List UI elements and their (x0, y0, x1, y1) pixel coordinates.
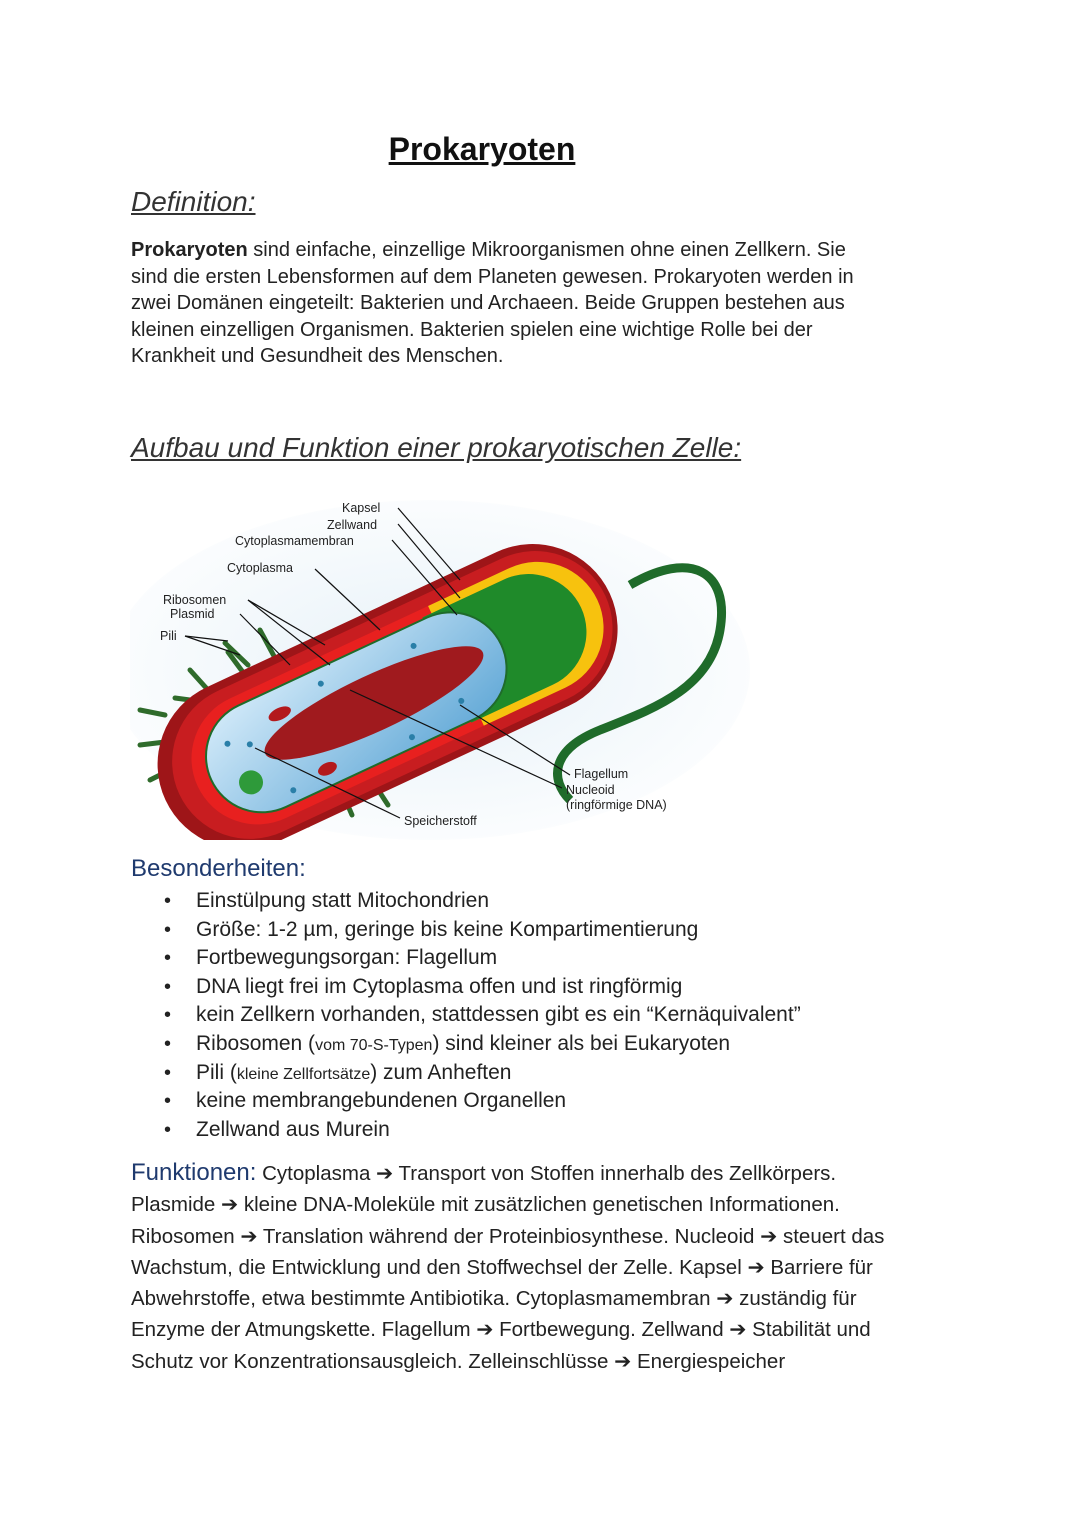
aufbau-heading: Aufbau und Funktion einer prokaryotischen Zelle: (131, 432, 742, 463)
label-flagellum: Flagellum (574, 767, 629, 781)
definition-term: Prokaryoten (131, 239, 248, 261)
list-item-note: kleine Zellfortsätze (236, 1065, 371, 1083)
definition-line: kleinen einzelligen Organismen. Bakterien spielen eine wichtige Rolle bei der (131, 318, 813, 341)
list-item: • Zellwand aus Murein (160, 1116, 801, 1145)
funktionen-line: Enzyme der Atmungskette. Flagellum ➔ Fortbewegung. Zellwand ➔ Stabilität und (131, 1318, 871, 1342)
label-speicherstoff: Speicherstoff (404, 814, 477, 828)
funktionen-paragraph (131, 1157, 884, 1377)
list-item: • kein Zellkern vorhanden, stattdessen gibt es ein “Kernäquivalent” (160, 1001, 801, 1030)
definition-line: zwei Domänen eingeteilt: Bakterien und Archaeen. Beide Gruppen bestehen aus (131, 292, 845, 314)
funktionen-line: Wachstum, die Entwicklung und den Stoffwechsel der Zelle. Kapsel ➔ Barriere für (131, 1255, 873, 1279)
label-plasmid: Plasmid (170, 607, 215, 621)
definition-line: Krankheit und Gesundheit des Menschen. (131, 345, 504, 367)
label-nucleoid: Nucleoid (566, 783, 615, 797)
label-pili: Pili (160, 629, 177, 643)
list-item: • Einstülpung statt Mitochondrien (160, 887, 801, 916)
list-item: • Fortbewegungsorgan: Flagellum (160, 944, 801, 973)
besonderheiten-heading: Besonderheiten: (131, 855, 306, 882)
funktionen-line: Cytoplasma ➔ Transport von Stoffen innerhalb des Zellkörpers. (256, 1162, 837, 1185)
list-item (160, 1030, 801, 1059)
list-item: • keine membrangebundenen Organellen (160, 1087, 801, 1116)
definition-heading: Definition: (131, 186, 256, 217)
definition-paragraph (131, 237, 951, 370)
label-kapsel: Kapsel (342, 501, 381, 515)
label-ribosomen: Ribosomen (163, 593, 227, 607)
definition-line: sind die ersten Lebensformen auf dem Planeten gewesen. Prokaryoten werden in (131, 265, 854, 288)
funktionen-heading: Funktionen: (131, 1159, 257, 1186)
page-title: Prokaryoten (388, 131, 576, 167)
list-item-text: Ribosomen ( (196, 1031, 316, 1055)
list-item: • DNA liegt frei im Cytoplasma offen und ist ringförmig (160, 973, 801, 1002)
list-item-text: ) sind kleiner als bei Eukaryoten (432, 1031, 731, 1055)
label-nucleoid-sub: (ringförmige DNA) (566, 798, 667, 812)
funktionen-line: Ribosomen ➔ Translation während der Proteinbiosynthese. Nucleoid ➔ steuert das (131, 1224, 885, 1248)
funktionen-line: Schutz vor Konzentrationsausgleich. Zelleinschlüsse ➔ Energiespeicher (131, 1349, 786, 1373)
label-cytoplasma: Cytoplasma (227, 561, 293, 575)
label-cytoplasmamembran: Cytoplasmamembran (235, 534, 354, 548)
funktionen-line: Plasmide ➔ kleine DNA-Moleküle mit zusätzlichen genetischen Informationen. (131, 1193, 840, 1217)
label-zellwand: Zellwand (327, 518, 378, 532)
prokaryote-cell-diagram (130, 480, 750, 840)
list-item-text: ) zum Anheften (370, 1060, 512, 1084)
list-item-note: vom 70-S-Typen (315, 1036, 433, 1054)
list-item-text: Pili ( (196, 1060, 237, 1084)
definition-line: sind einfache, einzellige Mikroorganismen ohne einen Zellkern. Sie (247, 239, 846, 261)
list-item (160, 1059, 801, 1088)
besonderheiten-list (160, 887, 801, 1144)
funktionen-line: Abwehrstoffe, etwa bestimmte Antibiotika. Cytoplasmamembran ➔ zuständig für (131, 1287, 857, 1311)
list-item: • Größe: 1-2 µm, geringe bis keine Kompartimentierung (160, 916, 801, 945)
